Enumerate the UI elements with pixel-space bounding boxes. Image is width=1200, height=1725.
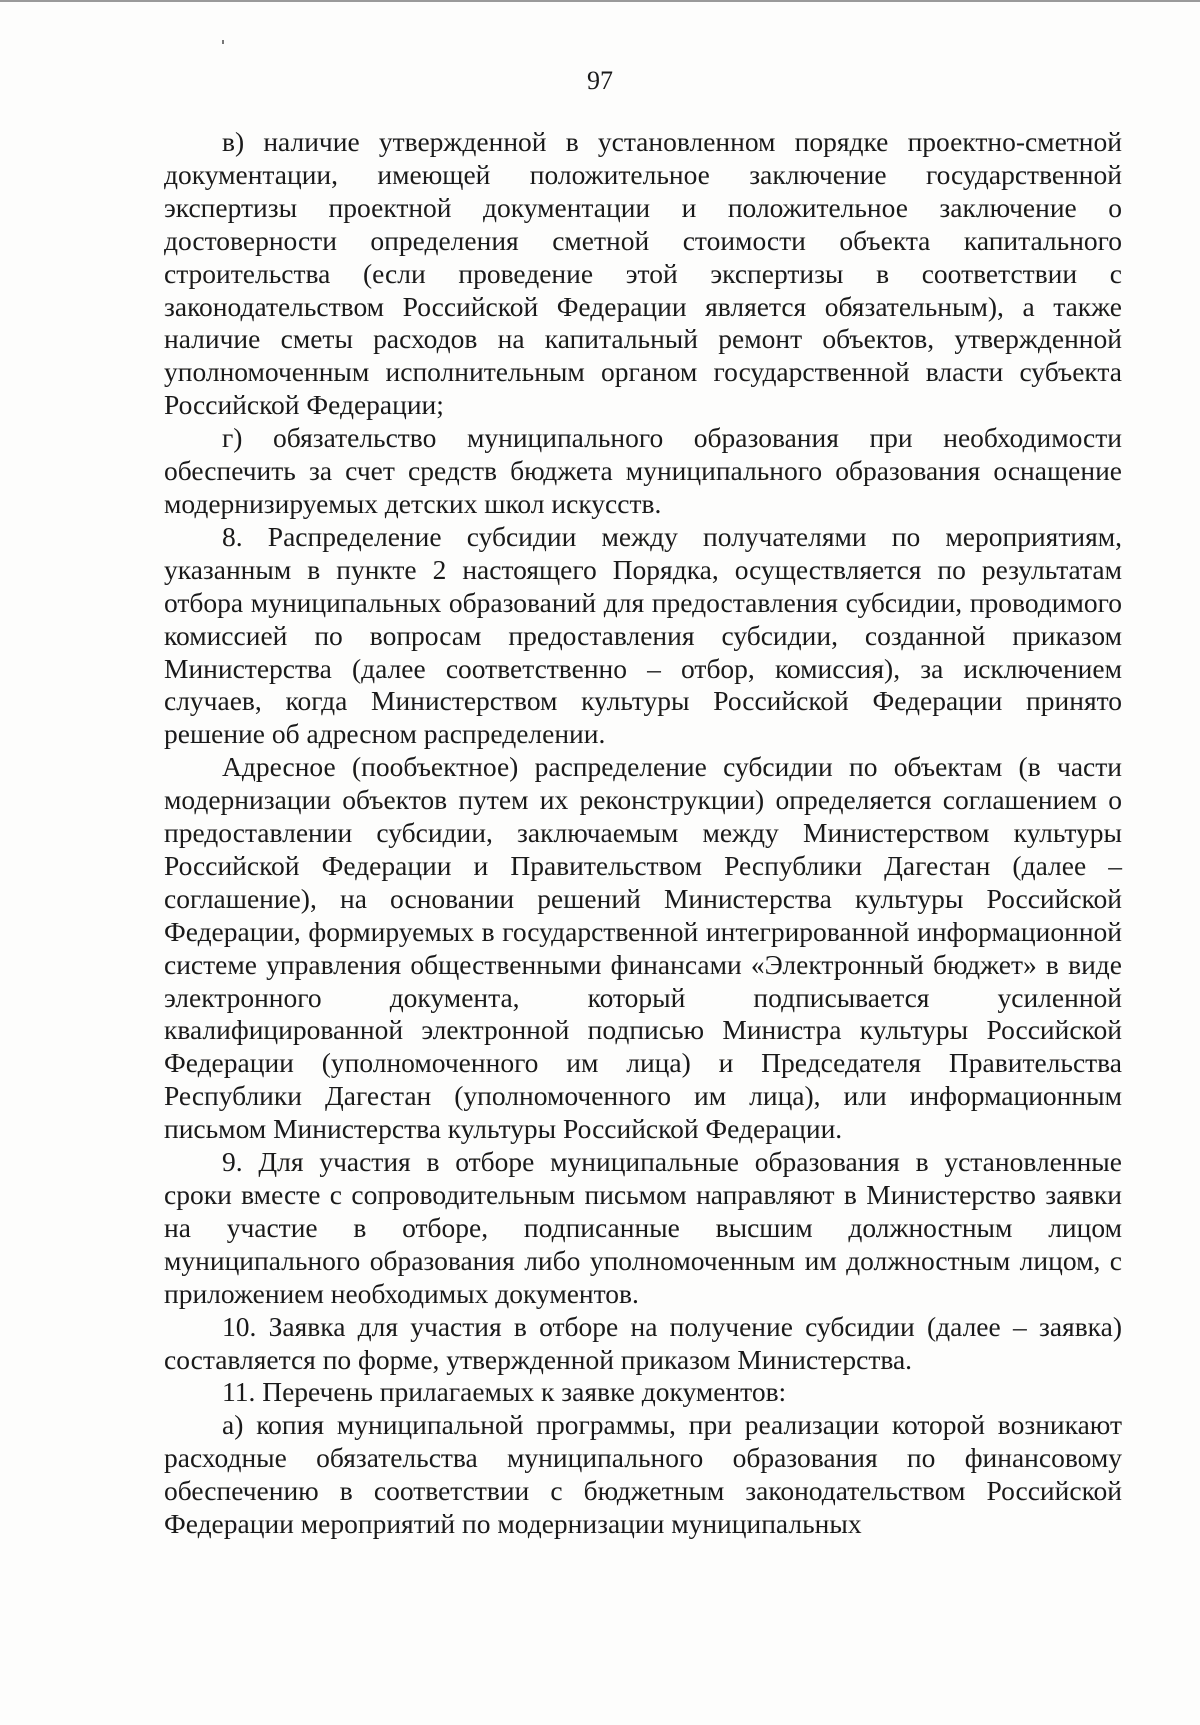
scan-speck: [222, 40, 224, 44]
paragraph-9: 9. Для участия в отборе муниципальные образования в установленные сроки вместе с сопроводительным письмом направляют в Министерство заявки на участие в отборе, подписанные высшим должностным лицом муниципального образования либо уполномоченным им должностным лицом, с приложением необходимых документов.: [164, 1146, 1122, 1309]
paragraph-address-distribution: Адресное (пообъектное) распределение субсидии по объектам (в части модернизации объектов путем их реконструкции) определяется соглашением о предоставлении субсидии, заключаемым между Министерством культуры Российской Федерации и Правительством Республики Дагестан (далее – соглашение), на основании решений Министерства культуры Российской Федерации, формируемых в государственной интегрированной информационной системе управления общественными финансами «Электронный бюджет» в виде электронного документа, который подписывается усиленной квалифицированной электронной подписью Министра культуры Российской Федерации (уполномоченного им лица) и Председателя Правительства Республики Дагестан (уполномоченного им лица), или информационным письмом Министерства культуры Российской Федерации.: [164, 751, 1122, 1145]
paragraph-8: 8. Распределение субсидии между получателями по мероприятиям, указанным в пункте 2 настоящего Порядка, осуществляется по результатам отбора муниципальных образований для предоставления субсидии, проводимого комиссией по вопросам предоставления субсидии, созданной приказом Министерства (далее соответственно – отбор, комиссия), за исключением случаев, когда Министерством культуры Российской Федерации принято решение об адресном распределении.: [164, 520, 1122, 750]
paragraph-11: 11. Перечень прилагаемых к заявке документов:: [222, 1376, 787, 1408]
paragraph-g: г) обязательство муниципального образования при необходимости обеспечить за счет средств бюджета муниципального образования оснащение модернизируемых детских школ искусств.: [164, 422, 1122, 519]
scan-top-edge: [0, 0, 1200, 2]
document-body: [164, 126, 1122, 1541]
paragraph-10: 10. Заявка для участия в отборе на получение субсидии (далее – заявка) составляется по форме, утвержденной приказом Министерства.: [164, 1310, 1122, 1375]
page-number: 97: [587, 66, 613, 95]
paragraph-v: в) наличие утвержденной в установленном порядке проектно-сметной документации, имеющей положительное заключение государственной экспертизы проектной документации и положительное заключение о достоверности определения сметной стоимости объекта капитального строительства (если проведение этой экспертизы в соответствии с законодательством Российской Федерации является обязательным), а также наличие сметы расходов на капитальный ремонт объектов, утвержденной уполномоченным исполнительным органом государственной власти субъекта Российской Федерации;: [164, 126, 1122, 421]
paragraph-a: а) копия муниципальной программы, при реализации которой возникают расходные обязательства муниципального образования по финансовому обеспечению в соответствии с бюджетным законодательством Российской Федерации мероприятий по модернизации муниципальных: [164, 1409, 1122, 1540]
